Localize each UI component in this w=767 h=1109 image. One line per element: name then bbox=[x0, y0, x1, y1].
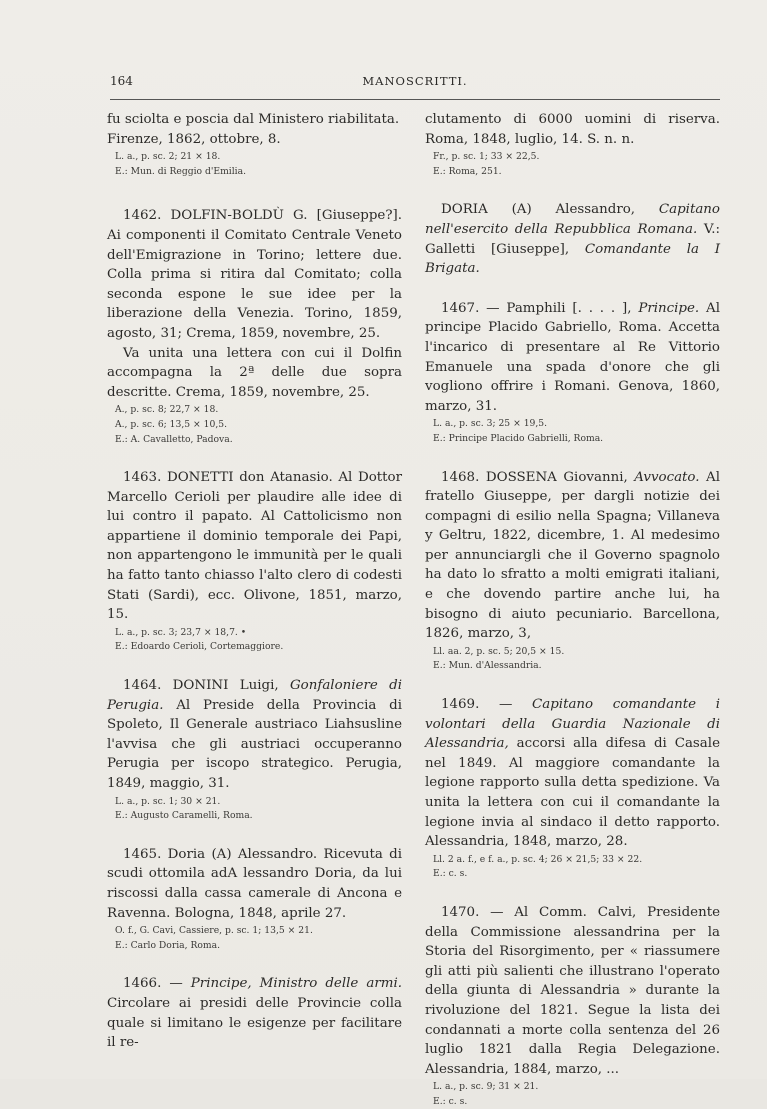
entry-1470 bbox=[425, 903, 720, 1109]
entry-1464 bbox=[107, 676, 402, 823]
entry-head: DORIA (A) Alessandro, bbox=[441, 202, 659, 218]
entry-1467 bbox=[425, 299, 720, 446]
entry-text: fu sciolta e poscia dal Ministero riabilitata. bbox=[107, 112, 400, 127]
entry-text bbox=[425, 695, 720, 852]
entry-body: Al Preside della Provincia di Spoleto, Il Generale austriaco Liahsusline l'avvisa che gli austriaci occuperanno Perugia per iscopo strategico. Perugia, 1849, maggio, 31. bbox=[107, 697, 403, 791]
entry-note: E.: Principe Placido Gabrielli, Roma. bbox=[433, 432, 604, 444]
entry-1466 bbox=[107, 974, 402, 1052]
entry-note: Fr., p. sc. 1; 33 × 22,5. bbox=[433, 151, 540, 163]
entry-text: 1465. Doria (A) Alessandro. Ricevuta di scudi ottomila adA lessandro Doria, da lui riscossi dalla cassa camerale di Ancona e Ravenna. Bologna, 1848, aprile 27. bbox=[107, 846, 402, 921]
entry-text: 1462. DOLFIN-BOLDÙ G. [Giuseppe?]. Ai componenti il Comitato Centrale Veneto dell'Emigrazione in Torino; lettere due. Colla prima si ritira dal Comitato; colla seconda espone le sue idee per la liberazione della Venezia. Torino, 1859, agosto, 31; Crema, 1859, novembre, 25. bbox=[107, 208, 402, 341]
entry-text bbox=[425, 299, 720, 417]
entry-note: E.: Carlo Doria, Roma. bbox=[115, 939, 221, 951]
right-column bbox=[425, 110, 720, 1109]
entry-note: Ll. aa. 2, p. sc. 5; 20,5 × 15. bbox=[433, 645, 565, 657]
entry-note: E.: Roma, 251. bbox=[433, 165, 502, 177]
entry-title: Capitano nell'esercito della Repubblica Romana. bbox=[425, 202, 720, 237]
entry-1465 bbox=[107, 845, 402, 953]
entry-note: E.: c. s. bbox=[433, 868, 468, 880]
entry-head: 1464. DONINI Luigi, bbox=[123, 678, 290, 694]
entry-title: Principe. bbox=[638, 300, 700, 316]
entry-note: E.: A. Cavalletto, Padova. bbox=[115, 433, 233, 445]
entry-1466-continuation bbox=[425, 110, 720, 178]
running-title: MANOSCRITTI. bbox=[362, 74, 468, 88]
entry-head: 1467. — Pamphili [. . . . ], bbox=[441, 300, 639, 316]
entry-head: 1469. — bbox=[441, 697, 532, 713]
entry-body: Circolare ai presidi delle Provincie colla quale si limitano le esigenze per facilitare il re- bbox=[107, 995, 402, 1051]
entry-note: L. a., p. sc. 2; 21 × 18. bbox=[115, 151, 221, 163]
entry-doria-cross-reference bbox=[425, 200, 720, 278]
entry-1463 bbox=[107, 468, 402, 654]
entry-text: Firenze, 1862, ottobre, 8. bbox=[107, 131, 281, 147]
entry-text: clutamento di 6000 uomini di riserva. Roma, 1848, luglio, 14. S. n. n. bbox=[425, 112, 720, 147]
entry-note: L. a., p. sc. 3; 23,7 × 18,7. • bbox=[115, 626, 247, 638]
entry-note: E.: Augusto Caramelli, Roma. bbox=[115, 810, 253, 822]
entry-head: 1468. DOSSENA Giovanni, bbox=[441, 469, 635, 485]
entry-note: E.: Edoardo Cerioli, Cortemaggiore. bbox=[115, 641, 284, 653]
entry-note: A., p. sc. 6; 13,5 × 10,5. bbox=[115, 418, 228, 430]
entry-body: V.: Galletti [Giuseppe], bbox=[425, 221, 721, 257]
entry-1468 bbox=[425, 468, 720, 674]
entry-head: 1466. — bbox=[123, 976, 191, 992]
entry-1462 bbox=[107, 206, 402, 446]
entry-text bbox=[107, 974, 402, 1052]
header-rule bbox=[110, 99, 720, 100]
entry-text bbox=[425, 200, 720, 278]
entry-body: accorsi alla difesa di Casale nel 1849. Al maggiore comandante la legione rapporto sulla detta spedizione. Va unita la lettera con cui il comandante la legione invia al sindaco il detto rapporto. Alessandria, 1848, marzo, 28. bbox=[425, 736, 720, 850]
entry-title: Comandante la I Brigata. bbox=[425, 241, 721, 277]
entry-title: Principe, Ministro delle armi. bbox=[190, 976, 402, 992]
entry-note: L. a., p. sc. 3; 25 × 19,5. bbox=[433, 418, 548, 430]
entry-title: Capitano comandante i volontari della Guardia Nazionale di Alessandria, bbox=[425, 697, 720, 752]
page-header bbox=[110, 74, 720, 96]
entry-note: E.: c. s. bbox=[433, 1095, 468, 1107]
entry-text: 1463. DONETTI don Atanasio. Al Dottor Marcello Cerioli per plaudire alle idee di lui contro il papato. Al Cattolicismo non appartiene il dominio temporale dei Papi, non appartengono le immunità per le quali ha fatto tanto chiasso l'alto clero di codesti Stati (Sardi), ecc. Olivone, 1851, marzo, 15. bbox=[107, 470, 402, 623]
entry-text: Va unita una lettera con cui il Dolfin accompagna la 2ª delle due sopra descritte. Crema, 1859, novembre, 25. bbox=[107, 345, 402, 400]
entry-text bbox=[425, 468, 720, 644]
entry-1469 bbox=[425, 695, 720, 881]
entry-note: O. f., G. Cavi, Cassiere, p. sc. 1; 13,5 × 21. bbox=[115, 925, 313, 937]
left-column bbox=[107, 110, 402, 1053]
page-number: 164 bbox=[110, 74, 133, 88]
entry-note: E.: Mun. di Reggio d'Emilia. bbox=[115, 165, 247, 177]
entry-text bbox=[107, 676, 402, 794]
entry-note: A., p. sc. 8; 22,7 × 18. bbox=[115, 404, 219, 416]
entry-1461-continuation bbox=[107, 110, 402, 178]
entry-note: Ll. 2 a. f., e f. a., p. sc. 4; 26 × 21,5; 33 × 22. bbox=[433, 853, 643, 865]
entry-note: E.: Mun. d'Alessandria. bbox=[433, 660, 542, 672]
entry-body: Al principe Placido Gabriello, Roma. Accetta l'incarico di presentare al Re Vittorio Emanuele una spada d'onore che gli vogliono offrire i Romani. Genova, 1860, marzo, 31. bbox=[425, 300, 720, 414]
entry-body: Al fratello Giuseppe, per dargli notizie dei compagni di esilio nella Spagna; Villaneva y Geltru, 1822, dicembre, 1. Al medesimo per annunciargli che il Governo spagnolo ha dato lo sfratto a molti emigrati italiani, e che dovendo partire anche lui, ha bisogno di aiuto pecuniario. Barcellona, 1826, marzo, 3, bbox=[425, 469, 720, 642]
entry-title: Gonfaloniere di Perugia. bbox=[107, 678, 402, 713]
entry-note: L. a., p. sc. 1; 30 × 21. bbox=[115, 795, 221, 807]
entry-note: L. a., p. sc. 9; 31 × 21. bbox=[433, 1081, 539, 1093]
entry-title: Avvocato. bbox=[634, 469, 700, 485]
entry-text: 1470. — Al Comm. Calvi, Presidente della Commissione alessandrina per la Storia del Risorgimento, per « riassumere gli atti più salienti che illustrano l'operato della giunta di Alessandria » durante la rivoluzione del 1821. Segue la lista dei condannati a morte colla sentenza del 26 luglio 1821 dalla Regia Delegazione. Alessandria, 1884, marzo, ... bbox=[425, 904, 720, 1077]
